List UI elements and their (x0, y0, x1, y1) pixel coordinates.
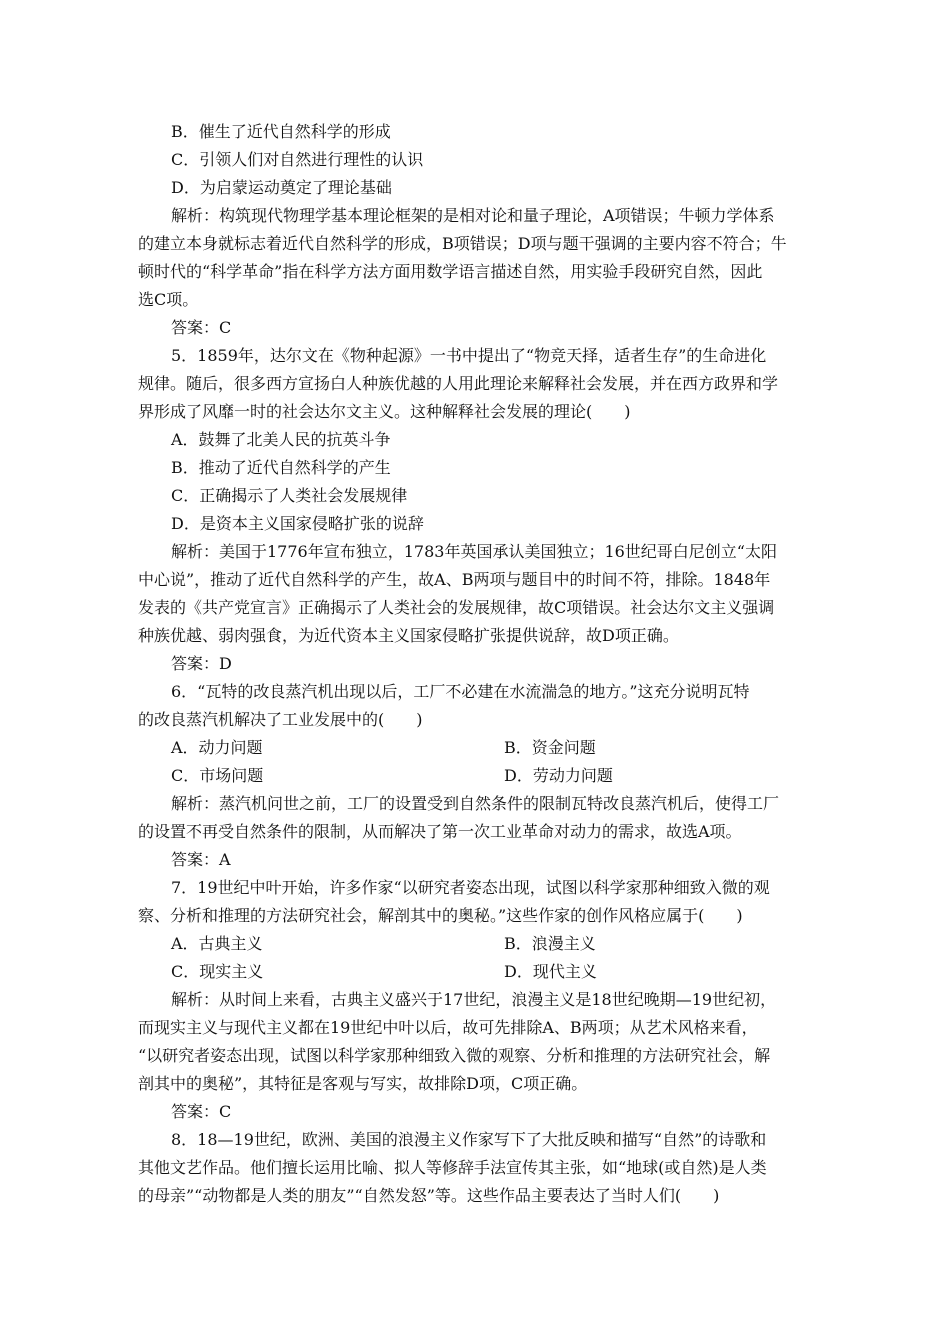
option-line: B．催生了近代自然科学的形成 (171, 122, 391, 141)
option-line: A．动力问题 (171, 738, 263, 757)
option-line: B．浪漫主义 (504, 934, 596, 953)
text-line: 而现实主义与现代主义都在19世纪中叶以后，故可先排除A、B两项；从艺术风格来看， (138, 1018, 758, 1037)
text-line: 的设置不再受自然条件的限制，从而解决了第一次工业革命对动力的需求，故选A项。 (138, 822, 742, 841)
option-line: C．市场问题 (171, 766, 264, 785)
analysis-line: 解析：从时间上来看，古典主义盛兴于17世纪，浪漫主义是18世纪晚期—19世纪初， (171, 990, 777, 1009)
option-line: B．推动了近代自然科学的产生 (171, 458, 391, 477)
text-line: 其他文艺作品。他们擅长运用比喻、拟人等修辞手法宣传其主张，如“地球(或自然)是人类 (138, 1158, 767, 1177)
text-line: 规律。随后，很多西方宣扬白人种族优越的人用此理论来解释社会发展，并在西方政界和学 (138, 374, 779, 393)
question-line: 8．18—19世纪，欧洲、美国的浪漫主义作家写下了大批反映和描写“自然”的诗歌和 (171, 1130, 767, 1149)
text-line: 剖其中的奥秘”，其特征是客观与写实，故排除D项，C项正确。 (138, 1074, 588, 1093)
text-line: 选C项。 (138, 290, 199, 309)
text-line: 的母亲”“动物都是人类的朋友”“自然发怒”等。这些作品主要表达了当时人们( ) (138, 1186, 720, 1205)
text-line: 的改良蒸汽机解决了工业发展中的( ) (138, 710, 423, 729)
text-line: 种族优越、弱肉强食，为近代资本主义国家侵略扩张提供说辞，故D项正确。 (138, 626, 679, 645)
answer-line: 答案：C (171, 318, 232, 337)
option-line: C．正确揭示了人类社会发展规律 (171, 486, 408, 505)
question-line: 6．“瓦特的改良蒸汽机出现以后，工厂不必建在水流湍急的地方。”这充分说明瓦特 (171, 682, 750, 701)
text-line: 察、分析和推理的方法研究社会，解剖其中的奥秘。”这些作家的创作风格应属于( ) (138, 906, 743, 925)
answer-line: 答案：D (171, 654, 232, 673)
option-line: D．是资本主义国家侵略扩张的说辞 (171, 514, 424, 533)
option-line: D．劳动力问题 (504, 766, 613, 785)
question-line: 5．1859年，达尔文在《物种起源》一书中提出了“物竞天择，适者生存”的生命进化 (171, 346, 767, 365)
answer-line: 答案：C (171, 1102, 232, 1121)
answer-line: 答案：A (171, 850, 231, 869)
analysis-line: 解析：美国于1776年宣布独立，1783年英国承认美国独立；16世纪哥白尼创立“太阳 (171, 542, 777, 561)
text-line: 界形成了风靡一时的社会达尔文主义。这种解释社会发展的理论( ) (138, 402, 631, 421)
option-line: D．为启蒙运动奠定了理论基础 (171, 178, 392, 197)
option-line: A．古典主义 (171, 934, 263, 953)
option-line: C．引领人们对自然进行理性的认识 (171, 150, 424, 169)
text-line: 发表的《共产党宣言》正确揭示了人类社会的发展规律，故C项错误。社会达尔文主义强调 (138, 598, 775, 617)
option-line: B．资金问题 (504, 738, 596, 757)
question-line: 7．19世纪中叶开始，许多作家“以研究者姿态出现，试图以科学家那种细致入微的观 (171, 878, 770, 897)
text-line: 的建立本身就标志着近代自然科学的形成，B项错误；D项与题干强调的主要内容不符合；牛 (138, 234, 787, 253)
text-line: 中心说”，推动了近代自然科学的产生，故A、B两项与题目中的时间不符，排除。1848年 (138, 570, 771, 589)
text-line: “以研究者姿态出现，试图以科学家那种细致入微的观察、分析和推理的方法研究社会，解 (138, 1046, 771, 1065)
analysis-line: 解析：蒸汽机问世之前，工厂的设置受到自然条件的限制瓦特改良蒸汽机后，使得工厂 (171, 794, 780, 813)
option-line: A．鼓舞了北美人民的抗英斗争 (171, 430, 391, 449)
option-line: C．现实主义 (171, 962, 264, 981)
option-line: D．现代主义 (504, 962, 597, 981)
text-line: 顿时代的“科学革命”指在科学方法方面用数学语言描述自然，用实验手段研究自然，因此 (138, 262, 763, 281)
analysis-line: 解析：构筑现代物理学基本理论框架的是相对论和量子理论，A项错误；牛顿力学体系 (171, 206, 775, 225)
